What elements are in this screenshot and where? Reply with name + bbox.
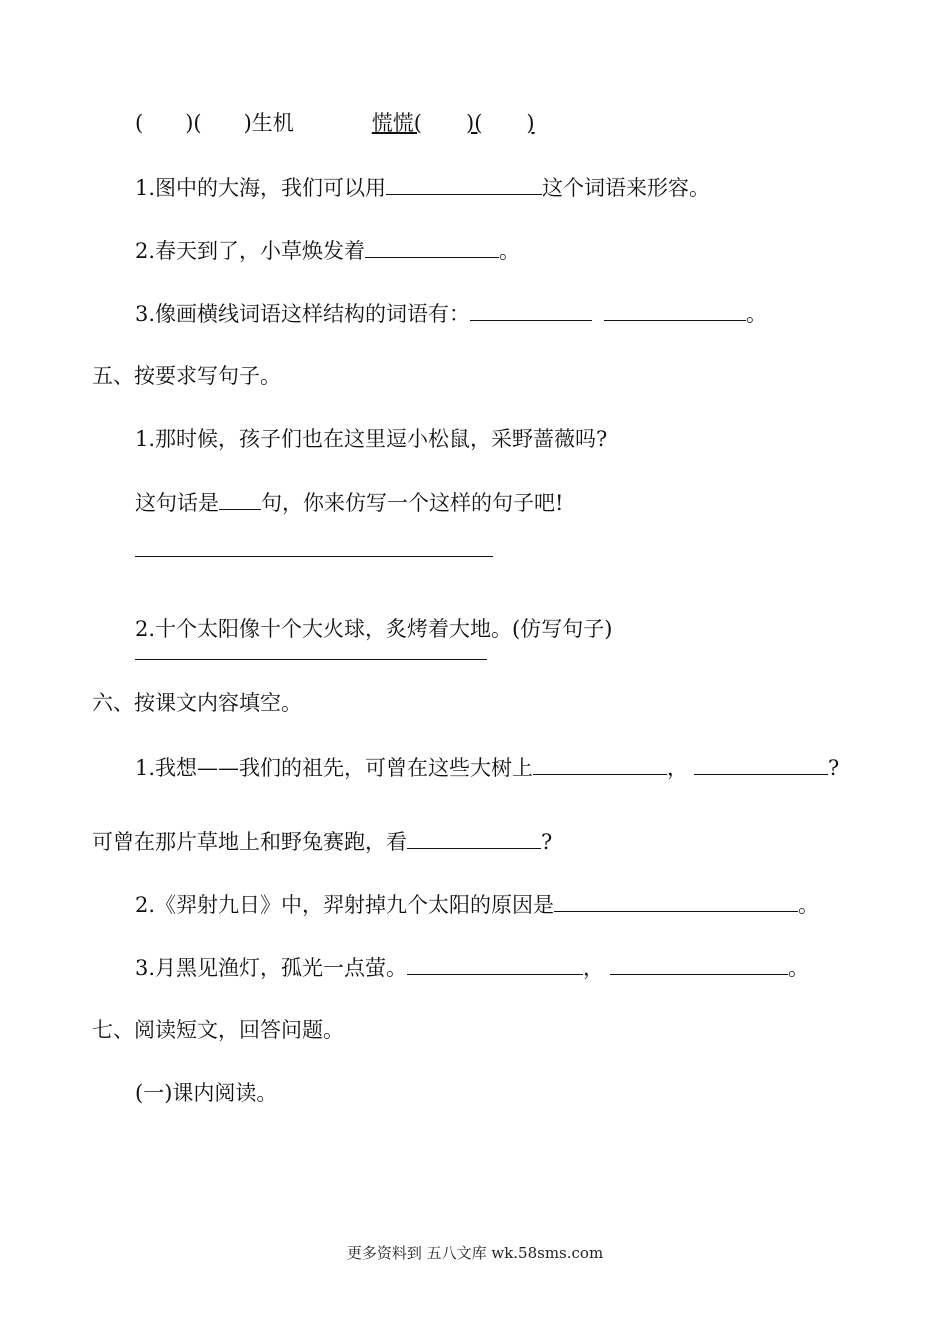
answer-blank[interactable] [386,172,542,195]
question-6-2: 2.《羿射九日》中，羿射掉九个太阳的原因是 。 [135,889,819,920]
question-6-1-continued: 可曾在那片草地上和野兔赛跑，看 ? [92,826,552,857]
question-5-1: 1.那时候，孩子们也在这里逗小松鼠，采野蔷薇吗? [135,427,608,451]
section-7-part-1: (一)课内阅读。 [135,1081,278,1105]
answer-blank[interactable] [219,487,261,510]
question-5-2: 2.十个太阳像十个大火球，炙烤着大地。(仿写句子) [135,617,613,641]
question-4-3: 3.像画横线词语这样结构的词语有： 。 [135,298,767,329]
question-5-1-task: 这句话是 句，你来仿写一个这样的句子吧! [135,487,563,518]
question-6-1: 1.我想——我们的祖先，可曾在这些大树上 ， ? [135,752,839,783]
word-fill-line: ( )( )生机 慌慌( )( ) [135,111,535,135]
answer-blank[interactable] [470,298,592,321]
answer-line[interactable] [135,659,487,660]
question-4-1: 1.图中的大海，我们可以用 这个词语来形容。 [135,172,710,203]
answer-line[interactable] [135,556,493,557]
underlined-word-pattern: 慌慌( )( ) [371,111,535,135]
answer-blank[interactable] [604,298,746,321]
answer-blank[interactable] [407,826,541,849]
question-6-3: 3.月黑见渔灯，孤光一点萤。 ， 。 [135,952,809,983]
answer-blank[interactable] [554,889,798,912]
answer-blank[interactable] [365,235,499,258]
answer-blank[interactable] [533,752,667,775]
answer-blank[interactable] [610,952,788,975]
section-7-heading: 七、阅读短文，回答问题。 [92,1018,344,1042]
section-6-heading: 六、按课文内容填空。 [92,691,302,715]
answer-blank[interactable] [694,752,828,775]
section-5-heading: 五、按要求写句子。 [92,364,281,388]
answer-blank[interactable] [407,952,583,975]
page-footer: 更多资料到 五八文库 wk.58sms.com [346,1244,604,1262]
question-4-2: 2.春天到了，小草焕发着 。 [135,235,520,266]
